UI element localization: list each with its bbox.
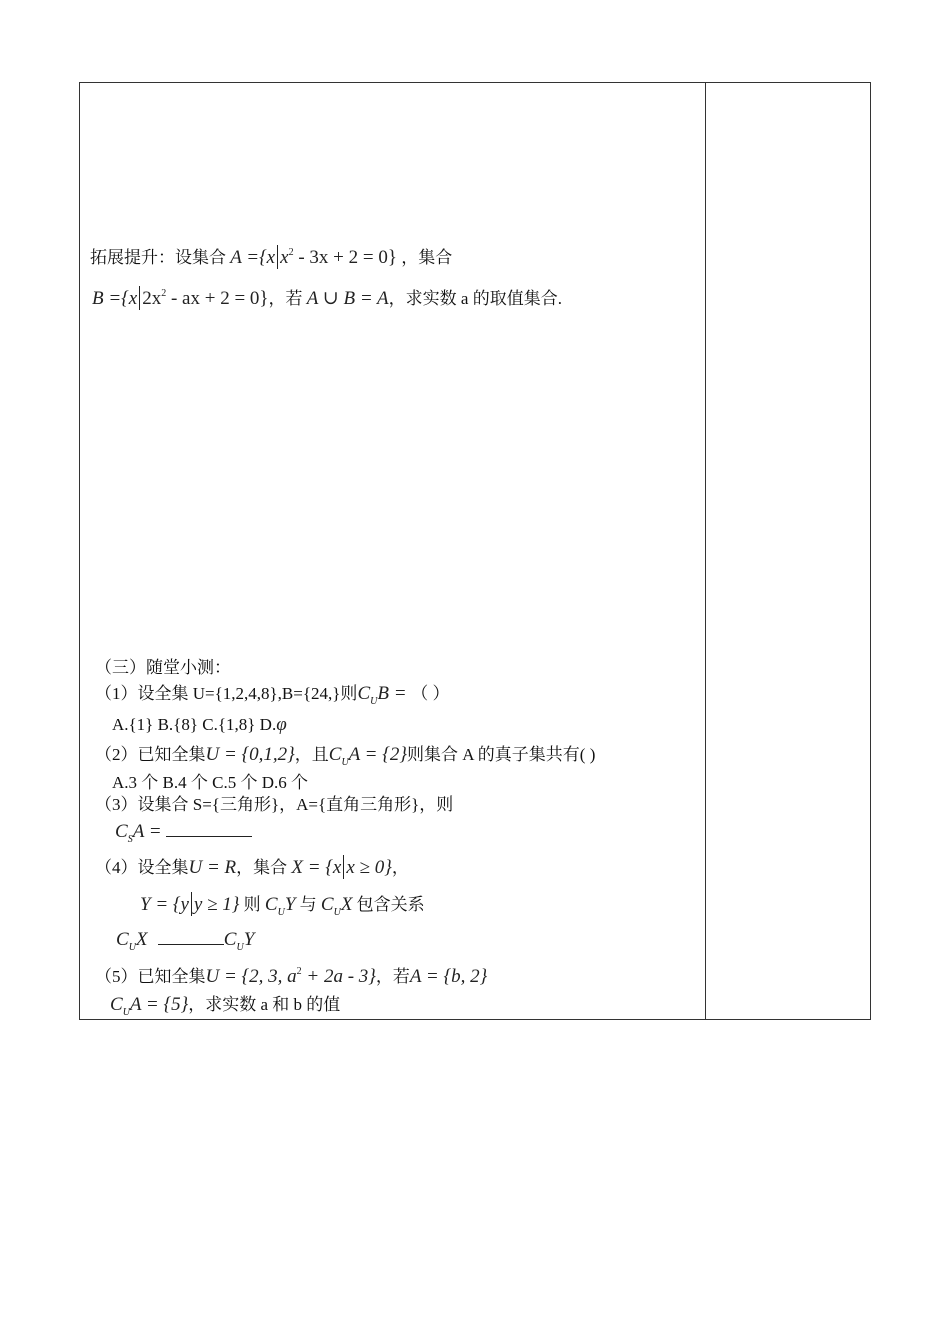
complement-symbol: C: [116, 929, 129, 950]
q1-options-text: A.{1} B.{8} C.{1,8} D.: [112, 715, 277, 734]
complement-symbol: C: [110, 994, 123, 1015]
set-builder-bar: [277, 245, 278, 269]
column-divider: [705, 82, 706, 1020]
complement-symbol: C: [320, 894, 334, 915]
q5-suffix: ，求实数 a 和 b 的值: [188, 995, 341, 1014]
question-4: [95, 855, 409, 879]
set-b-exponent: 2: [161, 288, 167, 299]
extension-line2-mid: ，若: [268, 289, 303, 308]
q4-set-x: X = {x: [291, 857, 342, 878]
answer-blank[interactable]: [158, 928, 224, 945]
q4-answer-line: [116, 928, 254, 959]
q4-set-y: Y = {y: [140, 894, 189, 915]
q4-x-var: X: [340, 894, 353, 915]
q4-line-2: [140, 892, 425, 924]
quiz-heading: （三）随堂小测：: [95, 658, 231, 677]
set-b-definition: B ={x: [92, 288, 138, 309]
q5-mid: ，若: [375, 967, 410, 986]
q2-complement-expr: A = {2}: [348, 744, 407, 765]
extension-line-1: [90, 242, 452, 269]
q1-options: [112, 714, 287, 736]
complement-subscript: U: [122, 1007, 130, 1018]
extension-line1-suffix: ，集合: [401, 248, 453, 267]
set-builder-bar: [191, 892, 192, 916]
q1-answer-paren: （ ）: [411, 684, 450, 703]
complement-subscript: U: [341, 757, 349, 768]
q4-universal-set: U = R: [188, 857, 237, 878]
q4-y-var: Y: [243, 929, 255, 950]
q4-then: 则: [243, 895, 261, 914]
q4-comma: ，: [391, 858, 409, 877]
set-a-definition: A ={x: [230, 247, 276, 268]
question-5: [95, 961, 487, 988]
q5-prefix: （5）已知全集: [95, 967, 206, 986]
question-3: （3）设集合 S={三角形}，A={直角三角形}，则: [95, 795, 454, 814]
q4-set-y-cond: y ≥ 1}: [193, 894, 240, 915]
extension-prefix: 拓展提升：设集合: [90, 248, 226, 267]
document-table: [79, 82, 871, 1020]
q3-answer-line: [115, 820, 252, 851]
q2-prefix: （2）已知全集: [95, 745, 206, 764]
q2-mid: ，且: [294, 745, 329, 764]
set-b-cond-rest: - ax + 2 = 0}: [166, 288, 269, 309]
set-a-cond-rest: - 3x + 2 = 0}: [293, 247, 397, 268]
q5-universal-set: U = {2, 3, a: [205, 966, 297, 987]
q4-prefix: （4）设全集: [95, 858, 189, 877]
set-builder-bar: [139, 286, 140, 310]
q4-mid: ，集合: [236, 858, 288, 877]
complement-subscript: S: [127, 834, 133, 845]
q4-relation: 包含关系: [356, 895, 425, 914]
set-a-cond-var: x: [280, 247, 289, 268]
set-b-cond-var: 2x: [142, 288, 162, 309]
complement-subscript: U: [333, 907, 341, 918]
q3-expression: A =: [132, 821, 167, 842]
complement-subscript: U: [236, 942, 244, 953]
q1-expression: B =: [377, 683, 412, 704]
union-expression: A ∪ B = A: [306, 288, 389, 309]
set-builder-bar: [343, 855, 344, 879]
empty-set-symbol: φ: [276, 714, 287, 735]
question-1: [95, 683, 450, 713]
complement-symbol: C: [223, 929, 237, 950]
answer-blank[interactable]: [166, 820, 252, 837]
q5-complement-expr: A = {5}: [129, 994, 189, 1015]
q2-options: A.3 个 B.4 个 C.5 个 D.6 个: [112, 773, 308, 792]
q2-suffix: 则集合 A 的真子集共有( ): [406, 745, 596, 764]
complement-symbol: C: [357, 683, 371, 704]
q4-x-var: X: [135, 929, 148, 950]
complement-subscript: U: [277, 907, 285, 918]
extension-line-2: [92, 283, 562, 310]
q1-text: （1）设全集 U={1,2,4,8},B={24,}则: [95, 684, 358, 703]
extension-line2-suffix: ，求实数 a 的取值集合.: [388, 289, 562, 308]
complement-symbol: C: [328, 744, 342, 765]
complement-symbol: C: [264, 894, 278, 915]
q2-universal-set: U = {0,1,2}: [205, 744, 295, 765]
question-2: [95, 744, 595, 774]
complement-subscript: U: [128, 942, 136, 953]
q5-exponent: 2: [296, 966, 302, 977]
complement-symbol: C: [115, 821, 128, 842]
complement-subscript: U: [370, 696, 378, 707]
q5-line-2: [110, 994, 340, 1024]
q4-y-var: Y: [284, 894, 296, 915]
q5-set-a: A = {b, 2}: [409, 966, 488, 987]
set-a-exponent: 2: [288, 247, 294, 258]
q4-and: 与: [299, 895, 317, 914]
q4-set-x-cond: x ≥ 0}: [346, 857, 392, 878]
q5-universal-set-rest: + 2a - 3}: [301, 966, 376, 987]
